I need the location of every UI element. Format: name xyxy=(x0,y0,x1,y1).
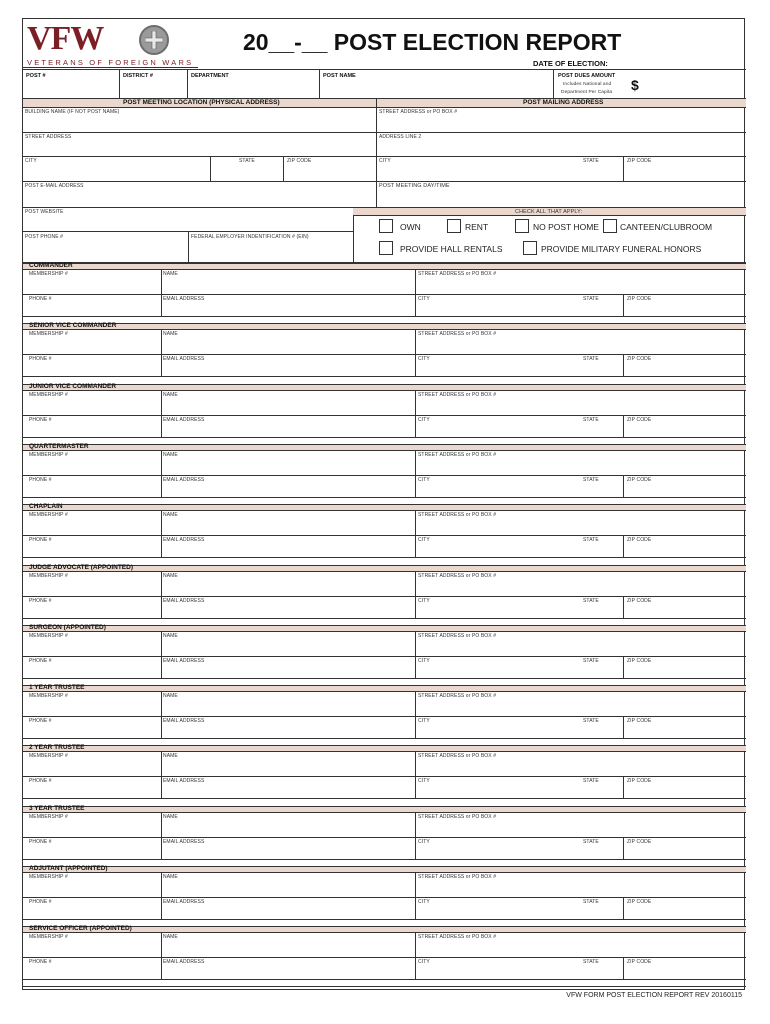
zip-label: ZIP CODE xyxy=(627,296,652,302)
divider xyxy=(415,511,416,557)
page-title: 20__-__ POST ELECTION REPORT xyxy=(243,29,622,55)
zip-label: ZIP CODE xyxy=(627,778,652,784)
divider xyxy=(23,294,746,295)
phone-label: PHONE # xyxy=(29,417,52,423)
divider xyxy=(623,897,624,919)
phone-label: PHONE # xyxy=(29,296,52,302)
mailing-zip-label: ZIP CODE xyxy=(627,158,652,164)
divider xyxy=(23,497,746,498)
city-label: CITY xyxy=(418,417,430,423)
state-label: STATE xyxy=(583,537,599,543)
funeral-honors-label: PROVIDE MILITARY FUNERAL HONORS xyxy=(541,244,702,254)
zip-label: ZIP CODE xyxy=(627,718,652,724)
email-label: EMAIL ADDRESS xyxy=(163,839,205,845)
divider xyxy=(23,618,746,619)
divider xyxy=(23,656,746,657)
email-label: EMAIL ADDRESS xyxy=(163,718,205,724)
post-email-label: POST E-MAIL ADDRESS xyxy=(25,183,84,189)
name-label: NAME xyxy=(163,392,178,398)
divider xyxy=(23,535,746,536)
street-label: STREET ADDRESS or PO BOX # xyxy=(418,934,497,940)
state-label: STATE xyxy=(583,718,599,724)
name-label: NAME xyxy=(163,693,178,699)
divider xyxy=(623,957,624,979)
officer-title: COMMANDER xyxy=(29,262,73,269)
zip-label: ZIP CODE xyxy=(627,477,652,483)
phone-label: PHONE # xyxy=(29,899,52,905)
officer-band xyxy=(23,384,746,391)
email-label: EMAIL ADDRESS xyxy=(163,296,205,302)
post-name-label: POST NAME xyxy=(323,73,356,79)
officer-title: 1 YEAR TRUSTEE xyxy=(29,684,85,691)
divider xyxy=(210,156,211,181)
no-post-home-checkbox[interactable] xyxy=(515,219,529,233)
divider xyxy=(23,181,746,182)
own-label: OWN xyxy=(400,222,421,232)
officer-band xyxy=(23,263,746,270)
state-label: STATE xyxy=(583,356,599,362)
divider xyxy=(415,933,416,979)
post-election-report-form xyxy=(22,18,745,990)
canteen-label: CANTEEN/CLUBROOM xyxy=(620,222,713,232)
name-label: NAME xyxy=(163,814,178,820)
membership-label: MEMBERSHIP # xyxy=(29,573,68,579)
membership-label: MEMBERSHIP # xyxy=(29,331,68,337)
divider xyxy=(23,919,746,920)
email-label: EMAIL ADDRESS xyxy=(163,417,205,423)
divider xyxy=(23,678,746,679)
phone-label: PHONE # xyxy=(29,658,52,664)
divider xyxy=(161,813,162,859)
divider xyxy=(188,231,189,262)
divider xyxy=(161,873,162,919)
district-number-label: DISTRICT # xyxy=(123,73,153,79)
rent-checkbox[interactable] xyxy=(447,219,461,233)
divider xyxy=(415,391,416,437)
divider xyxy=(161,632,162,678)
name-label: NAME xyxy=(163,512,178,518)
phone-label: PHONE # xyxy=(29,839,52,845)
divider xyxy=(23,354,746,355)
divider xyxy=(319,70,320,98)
city-label: CITY xyxy=(418,477,430,483)
email-label: EMAIL ADDRESS xyxy=(163,537,205,543)
name-label: NAME xyxy=(163,874,178,880)
city-label: CITY xyxy=(418,718,430,724)
zip-label: ZIP CODE xyxy=(627,899,652,905)
name-label: NAME xyxy=(163,452,178,458)
divider xyxy=(23,776,746,777)
divider xyxy=(23,897,746,898)
divider xyxy=(23,415,746,416)
divider xyxy=(23,69,746,70)
phone-label: PHONE # xyxy=(29,537,52,543)
phone-label: PHONE # xyxy=(29,477,52,483)
state-label: STATE xyxy=(583,417,599,423)
divider xyxy=(376,98,377,208)
divider xyxy=(415,692,416,738)
vfw-logo-subtitle: VETERANS OF FOREIGN WARS xyxy=(27,58,194,67)
street-label: STREET ADDRESS or PO BOX # xyxy=(418,633,497,639)
name-label: NAME xyxy=(163,271,178,277)
membership-label: MEMBERSHIP # xyxy=(29,392,68,398)
street-label: STREET ADDRESS or PO BOX # xyxy=(418,271,497,277)
zip-label: ZIP CODE xyxy=(627,598,652,604)
divider xyxy=(23,475,746,476)
city-label: CITY xyxy=(418,598,430,604)
officer-band xyxy=(23,504,746,511)
divider xyxy=(23,979,746,980)
divider xyxy=(415,752,416,798)
no-post-home-label: NO POST HOME xyxy=(533,222,599,232)
divider xyxy=(623,656,624,678)
divider xyxy=(23,798,746,799)
divider xyxy=(23,596,746,597)
email-label: EMAIL ADDRESS xyxy=(163,778,205,784)
divider xyxy=(23,716,746,717)
divider xyxy=(23,156,746,157)
name-label: NAME xyxy=(163,573,178,579)
officer-band xyxy=(23,745,746,752)
hall-rentals-checkbox[interactable] xyxy=(379,241,393,255)
phone-label: PHONE # xyxy=(29,718,52,724)
divider xyxy=(23,859,746,860)
mailing-city-label: CITY xyxy=(379,158,391,164)
post-phone-label: POST PHONE # xyxy=(25,234,64,240)
street-label: STREET ADDRESS or PO BOX # xyxy=(418,331,497,337)
email-label: EMAIL ADDRESS xyxy=(163,477,205,483)
divider xyxy=(623,716,624,738)
divider xyxy=(161,451,162,497)
state-label: STATE xyxy=(583,839,599,845)
state-label: STATE xyxy=(583,477,599,483)
divider xyxy=(415,873,416,919)
officer-title: SENIOR VICE COMMANDER xyxy=(29,322,117,329)
divider xyxy=(415,813,416,859)
officer-title: 3 YEAR TRUSTEE xyxy=(29,805,85,812)
state-label: STATE xyxy=(583,778,599,784)
officer-title: QUARTERMASTER xyxy=(29,443,89,450)
membership-label: MEMBERSHIP # xyxy=(29,633,68,639)
divider xyxy=(623,776,624,798)
mailing-street-label: STREET ADDRESS or PO BOX # xyxy=(379,109,458,115)
membership-label: MEMBERSHIP # xyxy=(29,934,68,940)
zip-label: ZIP CODE xyxy=(627,959,652,965)
divider xyxy=(23,376,746,377)
divider xyxy=(161,270,162,316)
logo-rule xyxy=(23,67,198,68)
name-label: NAME xyxy=(163,331,178,337)
officer-title: SERVICE OFFICER (APPOINTED) xyxy=(29,925,132,932)
membership-label: MEMBERSHIP # xyxy=(29,693,68,699)
address-line-2-label: ADDRESS LINE 2 xyxy=(379,134,422,140)
officer-title: 2 YEAR TRUSTEE xyxy=(29,744,85,751)
mailing-state-label: STATE xyxy=(583,158,599,164)
mailing-address-heading: POST MAILING ADDRESS xyxy=(523,99,604,106)
form-revision-footer: VFW FORM POST ELECTION REPORT REV 20160115 xyxy=(566,992,742,999)
street-label: STREET ADDRESS or PO BOX # xyxy=(418,814,497,820)
department-label: DEPARTMENT xyxy=(191,73,229,79)
divider xyxy=(415,572,416,618)
zip-label: ZIP CODE xyxy=(627,537,652,543)
dollar-sign: $ xyxy=(631,77,639,93)
divider xyxy=(23,316,746,317)
city-label: CITY xyxy=(418,959,430,965)
funeral-honors-checkbox[interactable] xyxy=(523,241,537,255)
city-label: CITY xyxy=(418,356,430,362)
city-label: CITY xyxy=(418,778,430,784)
divider xyxy=(623,156,624,181)
officer-band xyxy=(23,685,746,692)
hall-rentals-label: PROVIDE HALL RENTALS xyxy=(400,244,503,254)
officer-band xyxy=(23,806,746,813)
state-label: STATE xyxy=(583,959,599,965)
divider xyxy=(415,270,416,316)
city-label: CITY xyxy=(418,537,430,543)
divider xyxy=(623,415,624,437)
divider xyxy=(553,70,554,98)
divider xyxy=(415,330,416,376)
street-address-label: STREET ADDRESS xyxy=(25,134,72,140)
officer-title: CHAPLAIN xyxy=(29,503,63,510)
divider xyxy=(119,70,120,98)
building-name-label: BUILDING NAME (IF NOT POST NAME) xyxy=(25,109,120,115)
state-label: STATE xyxy=(583,296,599,302)
name-label: NAME xyxy=(163,633,178,639)
phone-label: PHONE # xyxy=(29,598,52,604)
divider xyxy=(23,738,746,739)
meeting-location-heading: POST MEETING LOCATION (PHYSICAL ADDRESS) xyxy=(123,99,280,106)
membership-label: MEMBERSHIP # xyxy=(29,512,68,518)
divider xyxy=(23,132,746,133)
email-label: EMAIL ADDRESS xyxy=(163,356,205,362)
state-label: STATE xyxy=(583,598,599,604)
officer-band xyxy=(23,444,746,451)
divider xyxy=(23,557,746,558)
divider xyxy=(623,354,624,376)
divider xyxy=(623,294,624,316)
email-label: EMAIL ADDRESS xyxy=(163,598,205,604)
divider xyxy=(623,837,624,859)
own-checkbox[interactable] xyxy=(379,219,393,233)
divider xyxy=(415,451,416,497)
divider xyxy=(23,437,746,438)
dues-note-department: Department Per Capita xyxy=(561,90,613,95)
divider xyxy=(187,70,188,98)
rent-label: RENT xyxy=(465,222,489,232)
email-label: EMAIL ADDRESS xyxy=(163,899,205,905)
vfw-logo-text: VFW xyxy=(27,20,104,57)
state-label: STATE xyxy=(583,899,599,905)
divider xyxy=(623,535,624,557)
phone-label: PHONE # xyxy=(29,356,52,362)
street-label: STREET ADDRESS or PO BOX # xyxy=(418,874,497,880)
divider xyxy=(161,752,162,798)
street-label: STREET ADDRESS or PO BOX # xyxy=(418,753,497,759)
divider xyxy=(23,986,746,987)
divider xyxy=(283,156,284,181)
city-label: CITY xyxy=(418,658,430,664)
email-label: EMAIL ADDRESS xyxy=(163,658,205,664)
membership-label: MEMBERSHIP # xyxy=(29,271,68,277)
divider xyxy=(23,837,746,838)
street-label: STREET ADDRESS or PO BOX # xyxy=(418,573,497,579)
membership-label: MEMBERSHIP # xyxy=(29,753,68,759)
city-label: CITY xyxy=(418,839,430,845)
divider xyxy=(623,475,624,497)
post-website-label: POST WEBSITE xyxy=(25,209,64,215)
officer-title: JUNIOR VICE COMMANDER xyxy=(29,383,117,390)
city-label: CITY xyxy=(418,899,430,905)
divider xyxy=(415,632,416,678)
officer-title: SURGEON (APPOINTED) xyxy=(29,624,106,631)
post-dues-amount-label: POST DUES AMOUNT xyxy=(558,73,616,79)
divider xyxy=(161,330,162,376)
divider xyxy=(161,572,162,618)
membership-label: MEMBERSHIP # xyxy=(29,814,68,820)
phone-label: PHONE # xyxy=(29,778,52,784)
cross-emblem-icon xyxy=(145,31,163,49)
name-label: NAME xyxy=(163,934,178,940)
divider xyxy=(161,511,162,557)
officer-title: JUDGE ADVOCATE (APPOINTED) xyxy=(29,564,134,571)
canteen-checkbox[interactable] xyxy=(603,219,617,233)
zip-label: ZIP CODE xyxy=(627,417,652,423)
divider xyxy=(161,391,162,437)
email-label: EMAIL ADDRESS xyxy=(163,959,205,965)
state-label: STATE xyxy=(239,158,255,164)
state-label: STATE xyxy=(583,658,599,664)
officer-title: ADJUTANT (APPOINTED) xyxy=(29,865,108,872)
zip-label: ZIP CODE xyxy=(627,839,652,845)
zip-label: ZIP CODE xyxy=(627,658,652,664)
phone-label: PHONE # xyxy=(29,959,52,965)
zip-label: ZIP CODE xyxy=(627,356,652,362)
ein-label: FEDERAL EMPLOYER INDENTIFICATION # (EIN) xyxy=(191,234,309,240)
street-label: STREET ADDRESS or PO BOX # xyxy=(418,512,497,518)
divider xyxy=(161,933,162,979)
meeting-day-time-label: POST MEETING DAY/TIME xyxy=(379,183,450,189)
membership-label: MEMBERSHIP # xyxy=(29,874,68,880)
officer-band xyxy=(23,866,746,873)
divider xyxy=(161,692,162,738)
name-label: NAME xyxy=(163,753,178,759)
street-label: STREET ADDRESS or PO BOX # xyxy=(418,452,497,458)
zip-label: ZIP CODE xyxy=(287,158,312,164)
city-label: CITY xyxy=(25,158,37,164)
street-label: STREET ADDRESS or PO BOX # xyxy=(418,693,497,699)
officer-band xyxy=(23,323,746,330)
officer-band xyxy=(23,625,746,632)
check-all-label: CHECK ALL THAT APPLY: xyxy=(515,209,583,215)
city-label: CITY xyxy=(418,296,430,302)
post-number-label: POST # xyxy=(26,73,46,79)
date-of-election-label: DATE OF ELECTION: xyxy=(533,59,608,68)
divider xyxy=(623,596,624,618)
street-label: STREET ADDRESS or PO BOX # xyxy=(418,392,497,398)
divider xyxy=(23,957,746,958)
dues-note-national: Includes National and xyxy=(563,82,612,87)
membership-label: MEMBERSHIP # xyxy=(29,452,68,458)
